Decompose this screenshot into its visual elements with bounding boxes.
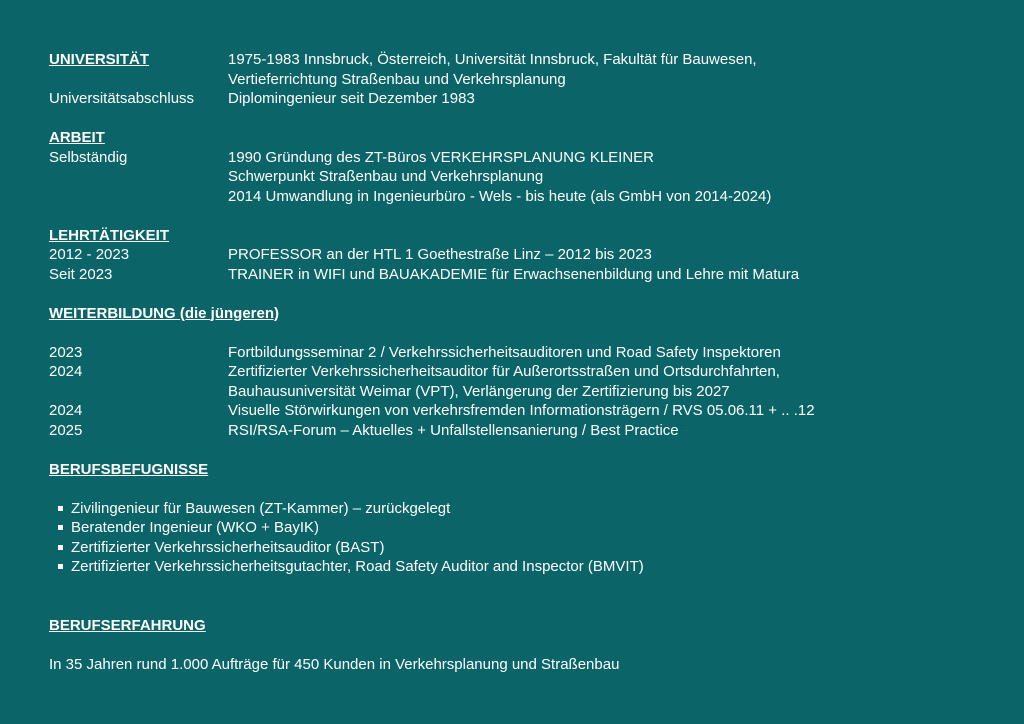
arbeit-row-1 [49, 148, 999, 168]
lehr-value: TRAINER in WIFI und BAUAKADEMIE für Erwachsenenbildung und Lehre mit Matura [228, 265, 800, 283]
lehr-period: Seit 2023 [49, 265, 113, 283]
arbeit-row-2 [49, 167, 999, 187]
degree-label: Universitätsabschluss [49, 90, 195, 107]
weiter-value: RSI/RSA-Forum – Aktuelles + Unfallstellensanierung / Best Practice [228, 421, 679, 439]
lehr-period: 2012 - 2023 [49, 246, 130, 263]
weiter-row [49, 343, 999, 363]
lehr-row [49, 265, 999, 285]
lehr-value: PROFESSOR an der HTL 1 Goethestraße Linz – 2012 bis 2023 [228, 246, 652, 263]
bullet-square-icon [58, 525, 63, 530]
bullet-square-icon [58, 545, 63, 550]
bullet-square-icon [58, 506, 63, 511]
section-heading-berufsbefugnisse: BERUFSBEFUGNISSE [49, 460, 209, 478]
weiter-value: Visuelle Störwirkungen von verkehrsfremden Informationsträgern / RVS 05.06.11 + .. .12 [228, 402, 815, 419]
uni-line: 1975-1983 Innsbruck, Österreich, Universität Innsbruck, Fakultät für Bauwesen, [228, 51, 757, 68]
erfahrung-text: In 35 Jahren rund 1.000 Aufträge für 450 Kunden in Verkehrsplanung und Straßenbau [49, 655, 620, 673]
list-item: Zivilingenieur für Bauwesen (ZT-Kammer) – zurückgelegt [58, 499, 999, 519]
degree-value: Diplomingenieur seit Dezember 1983 [228, 90, 475, 107]
weiter-value: Bauhausuniversität Weimar (VPT), Verlängerung der Zertifizierung bis 2027 [228, 382, 730, 400]
list-item: Zertifizierter Verkehrssicherheitsauditor (BAST) [58, 538, 999, 558]
weiter-value: Zertifizierter Verkehrssicherheitsauditor für Außerortsstraßen und Ortsdurchfahrten, [228, 363, 780, 380]
arbeit-line: 2014 Umwandlung in Ingenieurbüro - Wels - bis heute (als GmbH von 2014-2024) [228, 187, 772, 205]
section-heading-berufserfahrung: BERUFSERFAHRUNG [49, 616, 206, 634]
arbeit-line: Schwerpunkt Straßenbau und Verkehrsplanung [228, 168, 544, 185]
uni-line: Vertieferrichtung Straßenbau und Verkehrsplanung [228, 70, 566, 88]
section-heading-arbeit: ARBEIT [49, 129, 105, 146]
uni-row-1 [49, 50, 999, 70]
weiter-row [49, 382, 999, 402]
section-heading-lehrtaetigkeit: LEHRTÄTIGKEIT [49, 226, 169, 244]
list-item: Zertifizierter Verkehrssicherheitsgutachter, Road Safety Auditor and Inspector (BMVIT) [58, 557, 999, 577]
section-heading-universitaet: UNIVERSITÄT [49, 51, 150, 68]
list-item: Beratender Ingenieur (WKO + BayIK) [58, 518, 999, 538]
weiter-row [49, 421, 999, 441]
uni-row-2 [49, 70, 999, 90]
weiter-year: 2024 [49, 363, 83, 380]
weiter-row [49, 362, 999, 382]
weiter-value: Fortbildungsseminar 2 / Verkehrssicherheitsauditoren und Road Safety Inspektoren [228, 343, 781, 361]
bullet-square-icon [58, 564, 63, 569]
weiter-year [49, 382, 228, 402]
cv-document [49, 50, 999, 674]
arbeit-label: Selbständig [49, 148, 128, 166]
arbeit-row-3 [49, 187, 999, 207]
weiter-year: 2024 [49, 402, 83, 419]
lehr-row [49, 245, 999, 265]
uni-degree-row [49, 89, 999, 109]
section-heading-weiterbildung: WEITERBILDUNG (die jüngeren) [49, 304, 279, 322]
weiter-row [49, 401, 999, 421]
befugnisse-list [49, 499, 999, 577]
weiter-year: 2025 [49, 421, 83, 439]
weiter-year: 2023 [49, 343, 83, 361]
arbeit-line: 1990 Gründung des ZT-Büros VERKEHRSPLANUNG KLEINER [228, 148, 655, 166]
